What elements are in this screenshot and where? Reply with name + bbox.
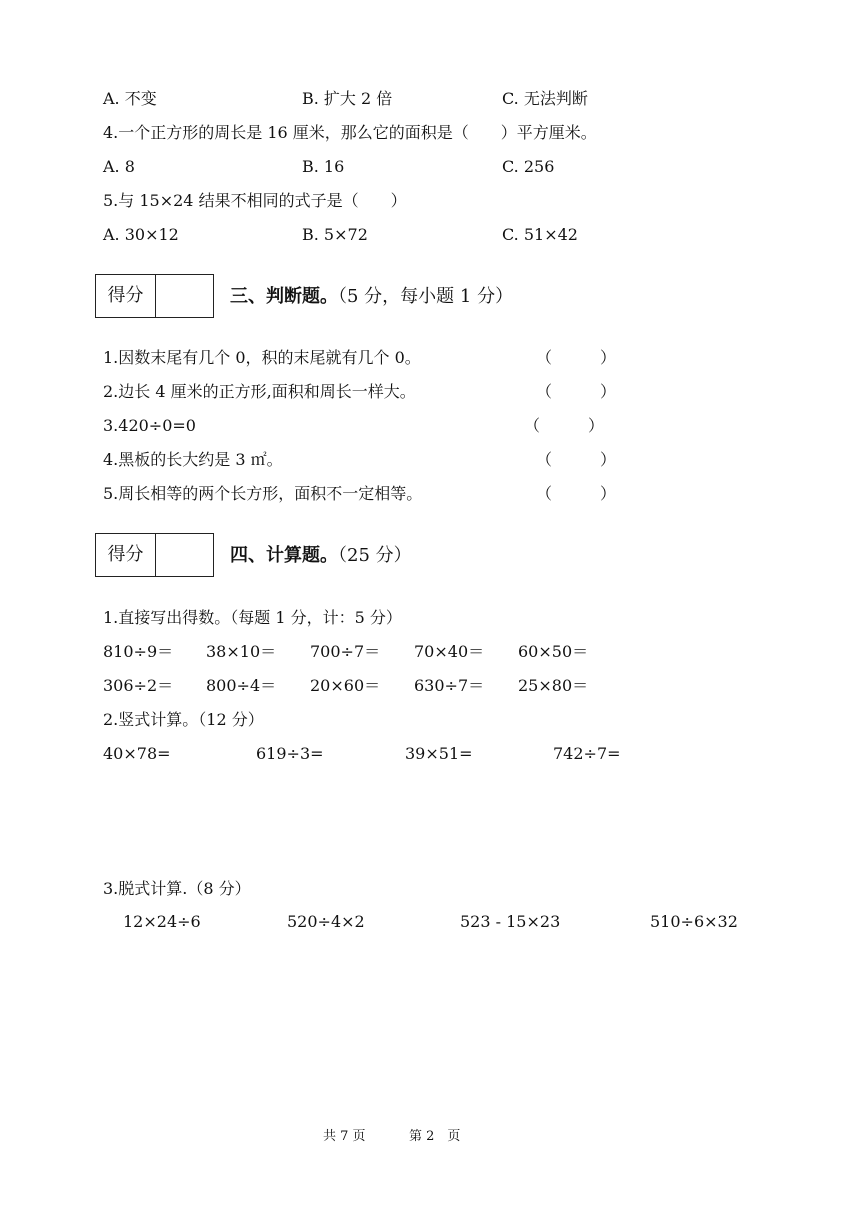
- q4-text: 4.一个正方形的周长是 16 厘米，那么它的面积是（ ）平方厘米。: [103, 123, 597, 142]
- part3-title: 3.脱式计算.（8 分）: [103, 879, 251, 898]
- q5-option-a: A. 30×12: [103, 225, 179, 244]
- footer-total-pages: 共 7 页: [323, 1129, 366, 1144]
- calc-r2-5: 25×80＝: [518, 676, 589, 695]
- calc-r2-4: 630÷7＝: [414, 676, 485, 695]
- stepwise-calc-2: 520÷4×2: [287, 912, 365, 931]
- q3-option-c: C. 无法判断: [502, 89, 588, 108]
- part1-title: 1.直接写出得数。（每题 1 分，计：5 分）: [103, 608, 402, 627]
- section4-title: 四、计算题。: [230, 545, 338, 566]
- score-box-divider: [155, 275, 156, 317]
- section4-score-box: [95, 533, 214, 577]
- judge-blank-3: （ ）: [524, 416, 605, 435]
- q5-option-c: C. 51×42: [502, 225, 578, 244]
- q3-option-a: A. 不变: [103, 89, 157, 108]
- judge-blank-2: （ ）: [536, 382, 617, 401]
- calc-r1-2: 38×10＝: [206, 642, 277, 661]
- q5-text: 5.与 15×24 结果不相同的式子是（ ）: [103, 191, 407, 210]
- judge-blank-5: （ ）: [536, 484, 617, 503]
- calc-r1-5: 60×50＝: [518, 642, 589, 661]
- section3-heading: [230, 287, 513, 307]
- q3-option-b: B. 扩大 2 倍: [302, 89, 393, 108]
- judge-item-1: 1.因数末尾有几个 0，积的末尾就有几个 0。: [103, 348, 421, 367]
- judge-blank-1: （ ）: [536, 348, 617, 367]
- calc-r1-4: 70×40＝: [414, 642, 485, 661]
- section4-points: （25 分）: [338, 545, 412, 566]
- stepwise-calc-3: 523 - 15×23: [460, 912, 561, 931]
- q4-option-c: C. 256: [502, 157, 555, 176]
- calc-r1-1: 810÷9＝: [103, 642, 174, 661]
- judge-item-3: 3.420÷0=0: [103, 416, 196, 435]
- section3-title: 三、判断题。: [230, 286, 338, 307]
- vertical-calc-2: 619÷3=: [256, 744, 324, 763]
- judge-item-2: 2.边长 4 厘米的正方形,面积和周长一样大。: [103, 382, 416, 401]
- calc-r2-2: 800÷4＝: [206, 676, 277, 695]
- judge-item-4: 4.黑板的长大约是 3 ㎡。: [103, 450, 283, 469]
- stepwise-calc-4: 510÷6×32: [650, 912, 738, 931]
- section4-score-label: 得分: [107, 544, 144, 565]
- footer-current-page: 第 2 页: [409, 1129, 461, 1144]
- calc-r1-3: 700÷7＝: [310, 642, 381, 661]
- judge-blank-4: （ ）: [536, 450, 617, 469]
- q5-option-b: B. 5×72: [302, 225, 368, 244]
- section3-points: （5 分，每小题 1 分）: [338, 286, 514, 307]
- score-box-divider: [155, 534, 156, 576]
- calc-r2-3: 20×60＝: [310, 676, 381, 695]
- q4-option-b: B. 16: [302, 157, 345, 176]
- judge-item-5: 5.周长相等的两个长方形，面积不一定相等。: [103, 484, 423, 503]
- vertical-calc-3: 39×51=: [405, 744, 473, 763]
- section3-score-label: 得分: [107, 285, 144, 306]
- vertical-calc-1: 40×78=: [103, 744, 171, 763]
- section4-heading: [230, 546, 412, 566]
- vertical-calc-4: 742÷7=: [553, 744, 621, 763]
- stepwise-calc-1: 12×24÷6: [123, 912, 201, 931]
- part2-title: 2.竖式计算。（12 分）: [103, 710, 264, 729]
- section3-score-box: [95, 274, 214, 318]
- q4-option-a: A. 8: [103, 157, 135, 176]
- calc-r2-1: 306÷2＝: [103, 676, 174, 695]
